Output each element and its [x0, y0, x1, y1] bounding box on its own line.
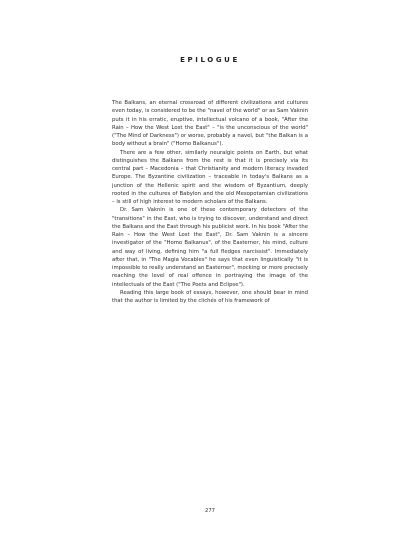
- paragraph-3: Dr. Sam Vaknin is one of these contemporary detectors of the "transitions" in the East, who is trying to discover, understand and direct the Balkans and the East through his publicist work. In his book "After the Rain – How the West Lost the East", Dr. Sam Vaknin is a sincere investigator of the "Homo Balkanus", of the Easterner, his mind, culture and way of living, defining him "a full fledges narcissist". Immediately after that, in "The Magia Vocables" he says that even linguistically "it is impossible to really understand an Easterner", mocking or more precisely reaching the level of real offence in portraying the image of the intellectuals of the East ("The Poets and Eclipse").: [112, 207, 308, 288]
- body-text: [112, 99, 308, 305]
- paragraph-4: Reading this large book of essays, however, one should bear in mind that the author is limited by the clichés of his framework of: [112, 289, 308, 304]
- page-title: EPILOGUE: [180, 56, 240, 64]
- paragraph-2: There are a few other, similarly neuralgic points on Earth, but what distinguishes the Balkans from the rest is that it is precisely via its central part – Macedonia – that Christianity and modern literacy invaded Europe. The Byzantine civilization – traceable in today's Balkans as a junction of the Hellenic spirit and the wisdom of Byzantium, deeply rooted in the cultures of Babylon and the old Mesopotamian civilizations – is still of high interest to modern scholars of the Balkans.: [112, 149, 308, 205]
- page-number: 277: [205, 508, 215, 514]
- paragraph-1: The Balkans, an eternal crossroad of different civilizations and cultures even today, is considered to be the "navel of the world" or as Sam Vaknin puts it in his erratic, eruptive, intellectual volcano of a book, "After the Rain – How the West Lost the East" – "is the unconscious of the world" ("The Mind of Darkness") or worse, probably a navel, but "the Balkan is a body without a brain" ("Homo Balkanus").: [112, 100, 308, 148]
